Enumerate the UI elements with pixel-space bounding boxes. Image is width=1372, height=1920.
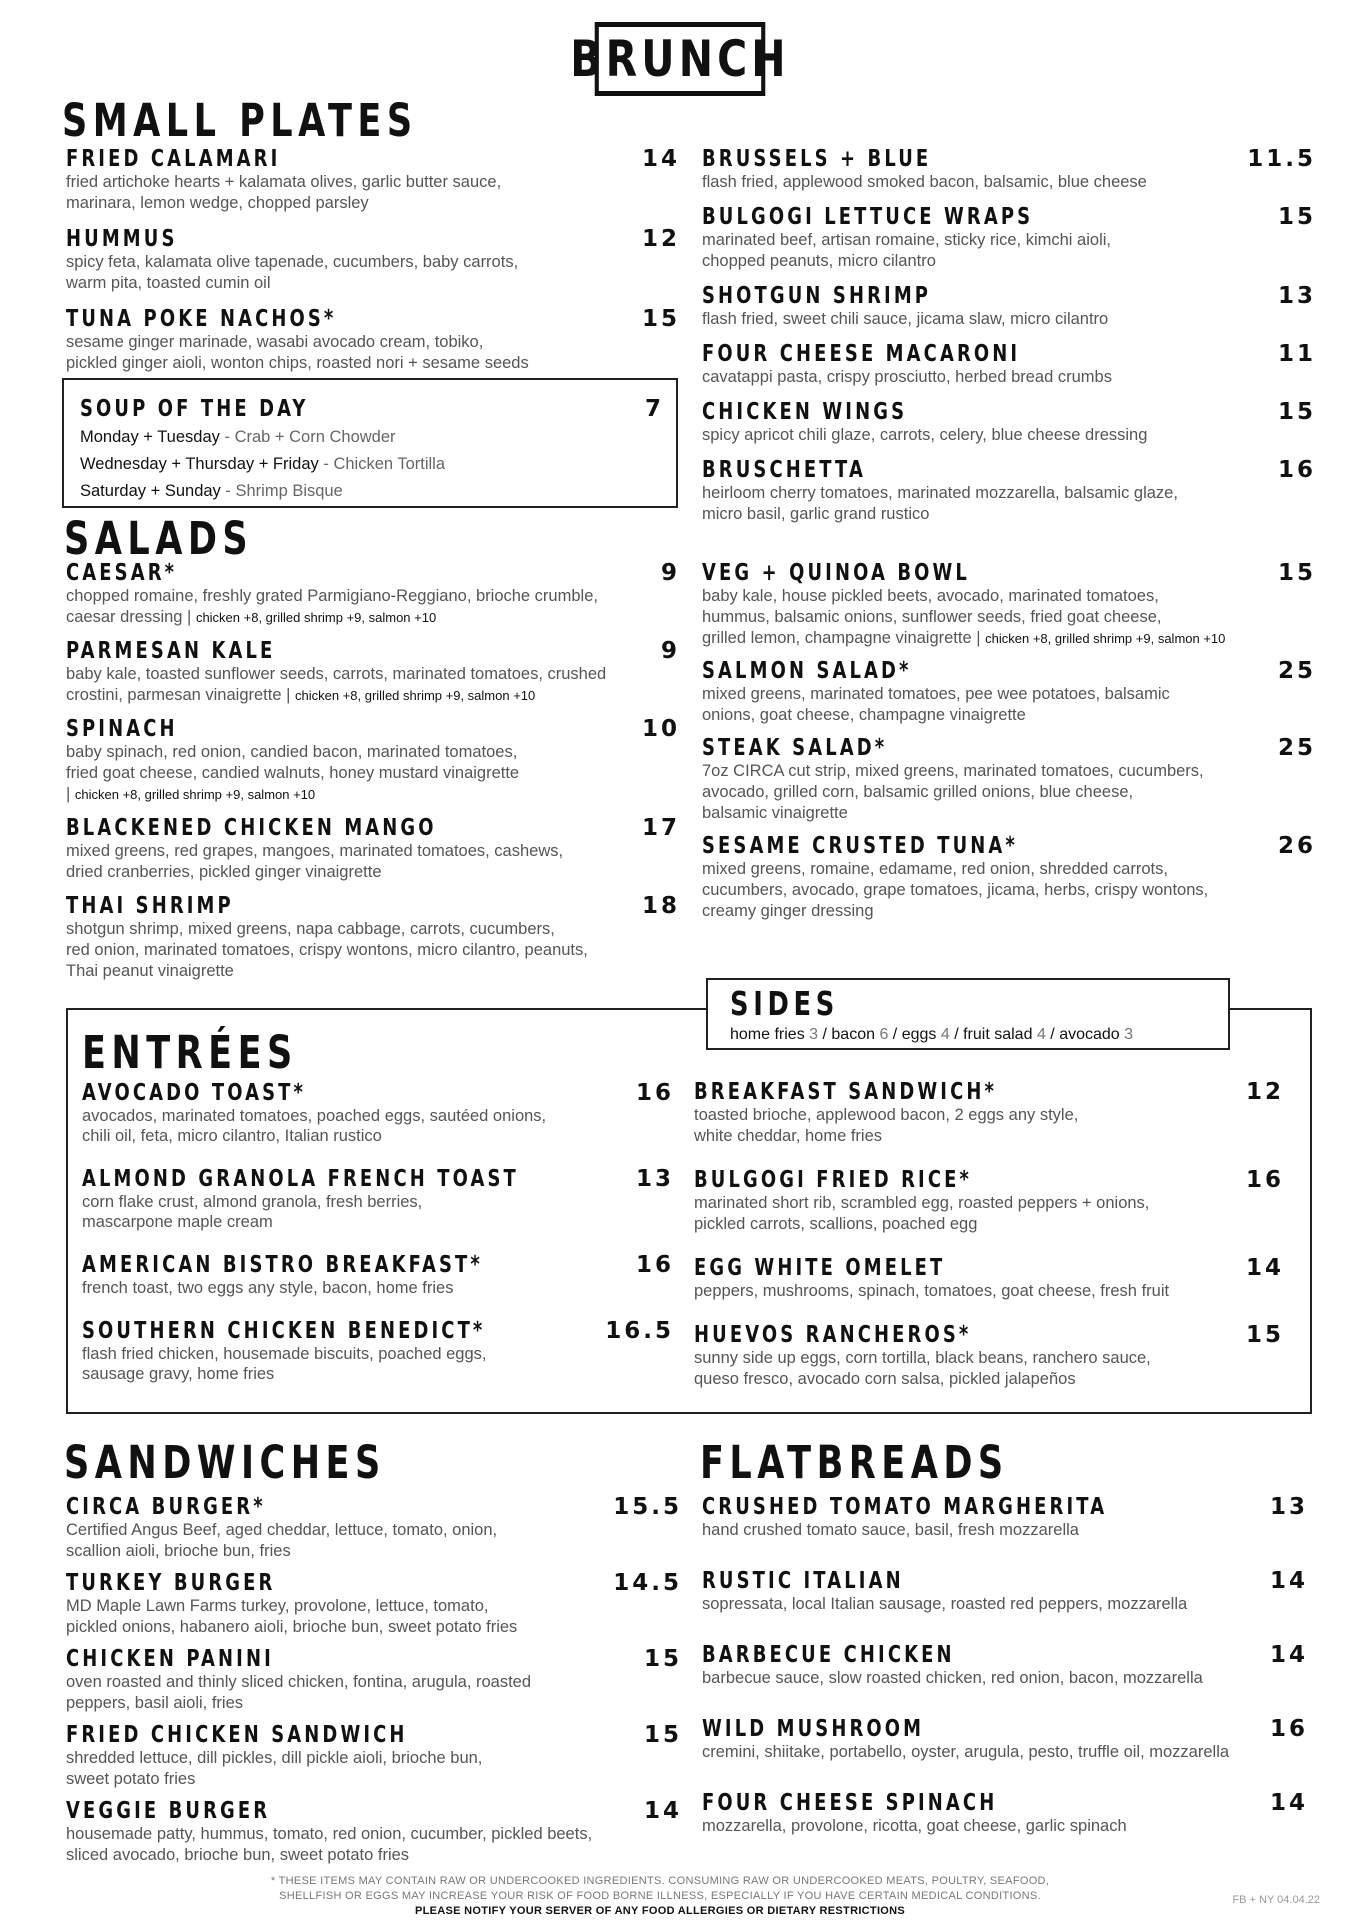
item-desc: creamy ginger dressing — [702, 902, 874, 920]
item-desc: corn flake crust, almond granola, fresh berries, — [82, 1193, 423, 1211]
soup-row — [80, 478, 664, 505]
item-price: 16 — [635, 1080, 674, 1106]
menu-item — [66, 560, 680, 628]
item-name: BRUSCHETTA — [702, 457, 866, 483]
side-price: 6 — [879, 1026, 889, 1043]
item-desc: MD Maple Lawn Farms turkey, provolone, lettuce, tomato, — [66, 1597, 489, 1615]
item-desc: sausage gravy, home fries — [82, 1365, 275, 1383]
menu-item — [702, 341, 1316, 388]
item-price: 14 — [1245, 1255, 1284, 1281]
item-price: 25 — [1277, 658, 1316, 684]
soup-days: Wednesday + Thursday + Friday — [80, 455, 319, 473]
menu-item — [702, 658, 1316, 726]
item-name: FOUR CHEESE MACARONI — [702, 341, 1021, 367]
item-addons: chicken +8, grilled shrimp +9, salmon +10 — [74, 787, 316, 802]
item-desc — [702, 628, 1316, 649]
flatbreads-column — [702, 1494, 1308, 1837]
item-price: 13 — [635, 1166, 674, 1192]
item-name: SOUTHERN CHICKEN BENEDICT* — [82, 1318, 486, 1344]
item-desc: marinara, lemon wedge, chopped parsley — [66, 194, 369, 212]
item-price: 15 — [1245, 1322, 1284, 1348]
item-name: THAI SHRIMP — [66, 893, 234, 919]
item-desc: baby kale, house pickled beets, avocado, marinated tomatoes, — [702, 587, 1159, 605]
menu-item — [694, 1322, 1284, 1390]
item-desc — [66, 685, 680, 706]
menu-item — [82, 1080, 674, 1146]
soup-separator: - — [219, 428, 235, 446]
item-price: 12 — [641, 226, 680, 252]
small-plates-right-column — [702, 146, 1316, 525]
item-desc: baby kale, toasted sunflower seeds, carrots, marinated tomatoes, crushed — [66, 665, 607, 683]
disclaimer-line: * THESE ITEMS MAY CONTAIN RAW OR UNDERCOOKED INGREDIENTS. CONSUMING RAW OR UNDERCOOKED MEATS, POULTRY, SEAFOOD, — [270, 1875, 1050, 1887]
menu-item — [66, 1722, 682, 1790]
item-desc: avocado, grilled corn, balsamic grilled onions, blue cheese, — [702, 783, 1134, 801]
sandwiches-heading: SANDWICHES — [64, 1436, 386, 1489]
menu-item — [66, 1494, 682, 1562]
item-desc: mixed greens, red grapes, mangoes, marinated tomatoes, cashews, — [66, 842, 564, 860]
sandwiches-column — [66, 1494, 682, 1866]
side-price: 3 — [1124, 1026, 1134, 1043]
item-desc: hand crushed tomato sauce, basil, fresh mozzarella — [702, 1521, 1079, 1539]
menu-item — [702, 399, 1316, 446]
side-price: 4 — [940, 1026, 950, 1043]
item-price: 14 — [1269, 1568, 1308, 1594]
item-desc-text: crostini, parmesan vinaigrette | — [66, 686, 295, 704]
item-desc: white cheddar, home fries — [694, 1127, 883, 1145]
item-desc: shredded lettuce, dill pickles, dill pickle aioli, brioche bun, — [66, 1749, 483, 1767]
item-desc: french toast, two eggs any style, bacon, home fries — [82, 1279, 454, 1297]
item-name: TURKEY BURGER — [66, 1570, 276, 1596]
side-name: eggs — [901, 1026, 937, 1043]
item-desc: flash fried chicken, housemade biscuits, poached eggs, — [82, 1345, 487, 1363]
item-price: 15.5 — [613, 1494, 682, 1520]
item-name: BLACKENED CHICKEN MANGO — [66, 815, 437, 841]
menu-title: BRUNCH — [595, 22, 766, 96]
item-name: FOUR CHEESE SPINACH — [702, 1790, 998, 1816]
item-name: BRUSSELS + BLUE — [702, 146, 932, 172]
menu-item — [702, 1716, 1308, 1763]
item-desc: shotgun shrimp, mixed greens, napa cabbage, carrots, cucumbers, — [66, 920, 555, 938]
item-desc: cavatappi pasta, crispy prosciutto, herbed bread crumbs — [702, 368, 1112, 386]
entrees-right-column — [694, 1079, 1284, 1390]
menu-item — [82, 1252, 674, 1298]
allergy-notice: PLEASE NOTIFY YOUR SERVER OF ANY FOOD ALLERGIES OR DIETARY RESTRICTIONS — [414, 1905, 906, 1917]
item-desc: sliced avocado, brioche bun, sweet potato fries — [66, 1846, 410, 1864]
item-name: SESAME CRUSTED TUNA* — [702, 833, 1018, 859]
item-name: FRIED CALAMARI — [66, 146, 281, 172]
item-price: 14.5 — [613, 1570, 682, 1596]
item-desc: oven roasted and thinly sliced chicken, fontina, arugula, roasted — [66, 1673, 532, 1691]
menu-item — [702, 735, 1316, 824]
item-name: PARMESAN KALE — [66, 638, 276, 664]
menu-item — [66, 306, 680, 374]
item-price: 15 — [1277, 204, 1316, 230]
menu-item — [702, 1568, 1308, 1615]
entrees-heading: ENTRÉES — [82, 1026, 298, 1079]
menu-item — [702, 146, 1316, 193]
item-desc: spicy feta, kalamata olive tapenade, cucumbers, baby carrots, — [66, 253, 519, 271]
salads-left-column — [66, 560, 680, 982]
item-desc-text: | — [66, 785, 75, 803]
menu-code: FB + NY 04.04.22 — [1232, 1894, 1320, 1906]
item-name: HUEVOS RANCHEROS* — [694, 1322, 972, 1348]
menu-item — [702, 204, 1316, 272]
item-name: BREAKFAST SANDWICH* — [694, 1079, 998, 1105]
item-desc: queso fresco, avocado corn salsa, pickled jalapeños — [694, 1370, 1076, 1388]
item-desc: heirloom cherry tomatoes, marinated mozzarella, balsamic glaze, — [702, 484, 1178, 502]
item-price: 14 — [643, 1798, 682, 1824]
side-price: 3 — [809, 1026, 819, 1043]
item-desc: flash fried, applewood smoked bacon, balsamic, blue cheese — [702, 173, 1147, 191]
menu-item — [82, 1318, 674, 1384]
menu-item — [702, 1494, 1308, 1541]
item-price: 12 — [1245, 1079, 1284, 1105]
item-desc: red onion, marinated tomatoes, crispy wontons, micro cilantro, peanuts, — [66, 941, 588, 959]
item-desc: marinated short rib, scrambled egg, roasted peppers + onions, — [694, 1194, 1150, 1212]
small-plates-heading: SMALL PLATES — [62, 94, 418, 147]
menu-item — [702, 457, 1316, 525]
item-desc: mixed greens, marinated tomatoes, pee wee potatoes, balsamic — [702, 685, 1170, 703]
item-price: 25 — [1277, 735, 1316, 761]
item-desc-text: grilled lemon, champagne vinaigrette | — [702, 629, 986, 647]
side-sep: / — [1045, 1026, 1060, 1043]
item-desc: pickled onions, habanero aioli, brioche bun, sweet potato fries — [66, 1618, 518, 1636]
menu-item — [694, 1255, 1284, 1302]
side-name: bacon — [831, 1026, 875, 1043]
sides-heading: SIDES — [730, 984, 840, 1023]
item-desc: warm pita, toasted cumin oil — [66, 274, 271, 292]
item-desc: mascarpone maple cream — [82, 1213, 273, 1231]
item-name: HUMMUS — [66, 226, 178, 252]
item-price: 13 — [1269, 1494, 1308, 1520]
item-desc: fried artichoke hearts + kalamata olives, garlic butter sauce, — [66, 173, 502, 191]
item-desc: sesame ginger marinade, wasabi avocado cream, tobiko, — [66, 333, 484, 351]
item-name: EGG WHITE OMELET — [694, 1255, 946, 1281]
item-price: 15 — [641, 306, 680, 332]
item-price: 11.5 — [1247, 146, 1316, 172]
item-desc: chili oil, feta, micro cilantro, Italian rustico — [82, 1127, 382, 1145]
soup-row — [80, 451, 664, 478]
item-name: VEG + QUINOA BOWL — [702, 560, 970, 586]
item-price: 15 — [1277, 399, 1316, 425]
side-item — [730, 1026, 831, 1043]
item-name: FRIED CHICKEN SANDWICH — [66, 1722, 408, 1748]
soup-price: 7 — [644, 396, 664, 422]
entrees-left-column — [82, 1080, 674, 1384]
item-name: AVOCADO TOAST* — [82, 1080, 307, 1106]
item-price: 18 — [641, 893, 680, 919]
item-price: 14 — [641, 146, 680, 172]
soup-separator: - — [318, 455, 334, 473]
menu-item — [66, 716, 680, 805]
soup-name: Shrimp Bisque — [235, 482, 343, 500]
item-name: RUSTIC ITALIAN — [702, 1568, 904, 1594]
footer-disclaimer — [160, 1874, 1160, 1919]
side-item — [1059, 1026, 1133, 1043]
item-desc: mixed greens, romaine, edamame, red onion, shredded carrots, — [702, 860, 1168, 878]
item-desc: scallion aioli, brioche bun, fries — [66, 1542, 291, 1560]
soup-row — [80, 424, 664, 451]
item-addons: chicken +8, grilled shrimp +9, salmon +10 — [195, 610, 437, 625]
menu-item — [702, 833, 1316, 922]
item-price: 15 — [1277, 560, 1316, 586]
item-desc: avocados, marinated tomatoes, poached eggs, sautéed onions, — [82, 1107, 547, 1125]
item-price: 26 — [1277, 833, 1316, 859]
item-price: 16 — [1277, 457, 1316, 483]
item-name: BULGOGI LETTUCE WRAPS — [702, 204, 1034, 230]
menu-item — [66, 638, 680, 706]
menu-item — [66, 146, 680, 214]
item-name: CRUSHED TOMATO MARGHERITA — [702, 1494, 1108, 1520]
item-desc: Thai peanut vinaigrette — [66, 962, 234, 980]
soup-name: SOUP OF THE DAY — [80, 396, 309, 422]
item-name: AMERICAN BISTRO BREAKFAST* — [82, 1252, 483, 1278]
item-desc: hummus, balsamic onions, sunflower seeds, fried goat cheese, — [702, 608, 1162, 626]
menu-item — [66, 1646, 682, 1714]
menu-item — [702, 1790, 1308, 1837]
side-item — [963, 1026, 1059, 1043]
soup-separator: - — [220, 482, 236, 500]
item-desc: fried goat cheese, candied walnuts, honey mustard vinaigrette — [66, 764, 520, 782]
menu-item — [82, 1166, 674, 1232]
side-name: avocado — [1059, 1026, 1120, 1043]
item-price: 15 — [643, 1722, 682, 1748]
item-desc-text: caesar dressing | — [66, 608, 196, 626]
item-desc: pickled ginger aioli, wonton chips, roasted nori + sesame seeds — [66, 354, 529, 372]
menu-item — [66, 893, 680, 982]
item-desc: flash fried, sweet chili sauce, jicama slaw, micro cilantro — [702, 310, 1109, 328]
menu-item — [702, 560, 1316, 649]
item-price: 13 — [1277, 283, 1316, 309]
item-desc: chopped peanuts, micro cilantro — [702, 252, 936, 270]
item-price: 11 — [1277, 341, 1316, 367]
item-name: VEGGIE BURGER — [66, 1798, 271, 1824]
side-sep: / — [818, 1026, 832, 1043]
side-item — [831, 1026, 901, 1043]
disclaimer-line: SHELLFISH OR EGGS MAY INCREASE YOUR RISK OF FOOD BORNE ILLNESS, ESPECIALLY IF YOU HAVE CERTAIN MEDICAL CONDITIONS. — [279, 1890, 1041, 1902]
sides-box — [706, 978, 1230, 1050]
item-name: SALMON SALAD* — [702, 658, 912, 684]
item-desc: pickled carrots, scallions, poached egg — [694, 1215, 978, 1233]
menu-item — [66, 1798, 682, 1866]
item-price: 17 — [641, 815, 680, 841]
item-name: ALMOND GRANOLA FRENCH TOAST — [82, 1166, 519, 1192]
menu-item — [66, 226, 680, 294]
item-price: 9 — [660, 638, 680, 664]
item-desc — [66, 784, 680, 805]
item-desc: peppers, mushrooms, spinach, tomatoes, goat cheese, fresh fruit — [694, 1282, 1170, 1300]
item-desc: sopressata, local Italian sausage, roasted red peppers, mozzarella — [702, 1595, 1188, 1613]
item-desc: balsamic vinaigrette — [702, 804, 848, 822]
item-name: CIRCA BURGER* — [66, 1494, 266, 1520]
item-name: WILD MUSHROOM — [702, 1716, 925, 1742]
item-name: TUNA POKE NACHOS* — [66, 306, 337, 332]
flatbreads-heading: FLATBREADS — [700, 1436, 1009, 1489]
soup-days: Saturday + Sunday — [80, 482, 221, 500]
item-desc: sweet potato fries — [66, 1770, 196, 1788]
soup-of-the-day-box — [62, 378, 678, 508]
item-price: 14 — [1269, 1790, 1308, 1816]
item-price: 14 — [1269, 1642, 1308, 1668]
menu-item — [702, 1642, 1308, 1689]
item-desc: dried cranberries, pickled ginger vinaigrette — [66, 863, 382, 881]
side-sep: / — [888, 1026, 902, 1043]
item-desc: micro basil, garlic grand rustico — [702, 505, 930, 523]
menu-item — [66, 1570, 682, 1638]
side-name: fruit salad — [963, 1026, 1033, 1043]
item-addons: chicken +8, grilled shrimp +9, salmon +10 — [985, 631, 1226, 646]
item-name: SPINACH — [66, 716, 178, 742]
soup-days: Monday + Tuesday — [80, 428, 220, 446]
item-price: 10 — [641, 716, 680, 742]
item-desc: Certified Angus Beef, aged cheddar, lettuce, tomato, onion, — [66, 1521, 498, 1539]
item-desc: toasted brioche, applewood bacon, 2 eggs any style, — [694, 1106, 1079, 1124]
item-name: BARBECUE CHICKEN — [702, 1642, 955, 1668]
item-price: 16 — [635, 1252, 674, 1278]
item-addons: chicken +8, grilled shrimp +9, salmon +10 — [294, 688, 536, 703]
item-desc: peppers, basil aioli, fries — [66, 1694, 244, 1712]
item-name: SHOTGUN SHRIMP — [702, 283, 932, 309]
item-name: CHICKEN PANINI — [66, 1646, 274, 1672]
item-price: 15 — [643, 1646, 682, 1672]
item-name: STEAK SALAD* — [702, 735, 888, 761]
item-desc: chopped romaine, freshly grated Parmigiano-Reggiano, brioche crumble, — [66, 587, 598, 605]
item-desc: sunny side up eggs, corn tortilla, black beans, ranchero sauce, — [694, 1349, 1151, 1367]
item-desc: 7oz CIRCA cut strip, mixed greens, marinated tomatoes, cucumbers, — [702, 762, 1204, 780]
salads-right-column — [702, 560, 1316, 922]
soup-name: Chicken Tortilla — [333, 455, 446, 473]
salads-heading: SALADS — [64, 512, 254, 565]
sides-list — [730, 1026, 1228, 1044]
menu-item — [694, 1079, 1284, 1147]
menu-item — [702, 283, 1316, 330]
item-price: 16.5 — [605, 1318, 674, 1344]
side-name: home fries — [730, 1026, 805, 1043]
item-name: CHICKEN WINGS — [702, 399, 908, 425]
item-desc: baby spinach, red onion, candied bacon, marinated tomatoes, — [66, 743, 518, 761]
item-desc: barbecue sauce, slow roasted chicken, red onion, bacon, mozzarella — [702, 1669, 1203, 1687]
soup-header — [80, 394, 664, 424]
side-sep: / — [949, 1026, 964, 1043]
item-desc: cucumbers, avocado, grape tomatoes, jicama, herbs, crispy wontons, — [702, 881, 1209, 899]
item-desc: onions, goat cheese, champagne vinaigrette — [702, 706, 1026, 724]
item-price: 16 — [1245, 1167, 1284, 1193]
item-desc: marinated beef, artisan romaine, sticky rice, kimchi aioli, — [702, 231, 1111, 249]
item-desc: housemade patty, hummus, tomato, red onion, cucumber, pickled beets, — [66, 1825, 593, 1843]
item-desc — [66, 607, 680, 628]
side-price: 4 — [1036, 1026, 1046, 1043]
item-price: 9 — [660, 560, 680, 586]
side-item — [902, 1026, 963, 1043]
item-name: BULGOGI FRIED RICE* — [694, 1167, 973, 1193]
item-desc: cremini, shiitake, portabello, oyster, arugula, pesto, truffle oil, mozzarella — [702, 1743, 1230, 1761]
item-name: CAESAR* — [66, 560, 178, 586]
item-price: 16 — [1269, 1716, 1308, 1742]
menu-item — [66, 815, 680, 883]
soup-name: Crab + Corn Chowder — [234, 428, 396, 446]
item-desc: spicy apricot chili glaze, carrots, celery, blue cheese dressing — [702, 426, 1148, 444]
item-desc: mozzarella, provolone, ricotta, goat cheese, garlic spinach — [702, 1817, 1127, 1835]
small-plates-left-column — [66, 146, 680, 374]
menu-item — [694, 1167, 1284, 1235]
